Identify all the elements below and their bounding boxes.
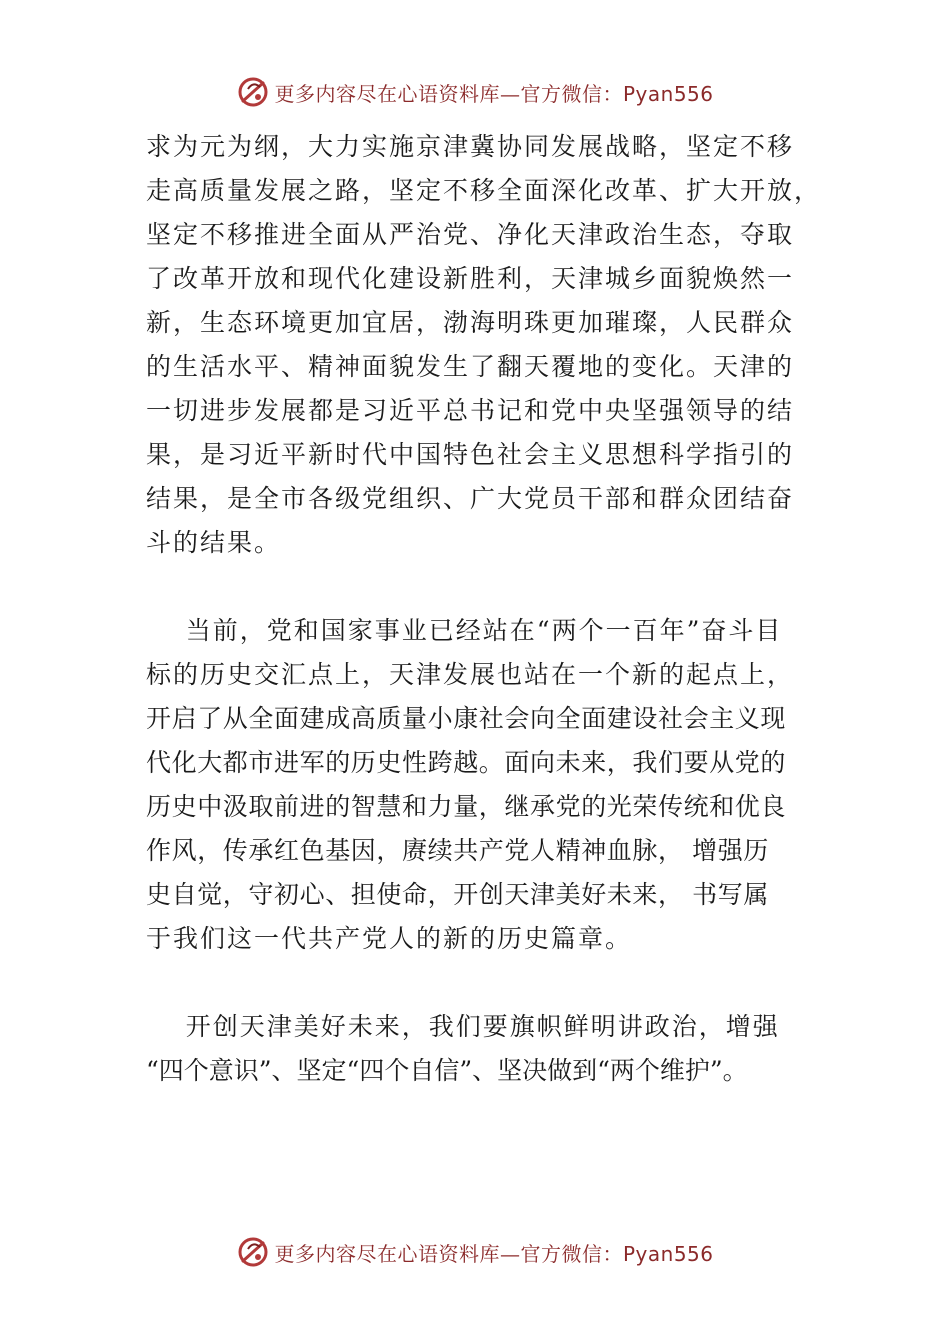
text-line: 一切进步发展都是习近平总书记和党中央坚强领导的结 [146, 396, 795, 425]
header-banner [0, 72, 950, 112]
footer-banner [0, 1232, 950, 1272]
header-banner-label: 更多内容尽在心语资料库—官方微信： [274, 81, 623, 106]
text-line: 结果，是全市各级党组织、广大党员干部和群众团结奋 [146, 484, 795, 513]
text-line: 作风，传承红色基因，赓续共产党人精神血脉， 增强历 [146, 836, 769, 865]
footer-banner-label: 更多内容尽在心语资料库—官方微信： [274, 1241, 623, 1266]
text-line: 求为元为纲，大力实施京津冀协同发展战略，坚定不移 [146, 132, 795, 161]
footer-banner-text [274, 1238, 713, 1267]
text-line: 标的历史交汇点上，天津发展也站在一个新的起点上， [146, 660, 795, 689]
paragraph-3 [146, 1005, 826, 1093]
text-line: 斗的结果。 [146, 528, 282, 557]
text-line: 史自觉，守初心、担使命，开创天津美好未来， 书写属 [146, 880, 769, 909]
text-line: 的生活水平、精神面貌发生了翻天覆地的变化。天津的 [146, 352, 795, 381]
document-body [146, 125, 826, 1093]
text-line: “四个意识”、坚定“四个自信”、坚决做到“两个维护”。 [146, 1056, 748, 1085]
text-line: 历史中汲取前进的智慧和力量，继承党的光荣传统和优良 [146, 792, 787, 821]
header-banner-text [274, 78, 713, 107]
text-line: 开创天津美好未来，我们要旗帜鲜明讲政治，增强 [146, 1012, 780, 1041]
seal-logo-icon [236, 1235, 270, 1269]
text-line: 于我们这一代共产党人的新的历史篇章。 [146, 924, 633, 953]
paragraph-2 [146, 609, 826, 961]
text-line: 代化大都市进军的历史性跨越。面向未来，我们要从党的 [146, 748, 787, 777]
header-banner-wechat-id: Pyan556 [622, 81, 714, 106]
text-line: 当前，党和国家事业已经站在“两个一百年”奋斗目 [146, 616, 783, 645]
text-line: 走高质量发展之路，坚定不移全面深化改革、扩大开放， [146, 176, 822, 205]
text-line: 坚定不移推进全面从严治党、净化天津政治生态，夺取 [146, 220, 795, 249]
text-line: 开启了从全面建成高质量小康社会向全面建设社会主义现 [146, 704, 787, 733]
text-line: 果，是习近平新时代中国特色社会主义思想科学指引的 [146, 440, 795, 469]
footer-banner-wechat-id: Pyan556 [622, 1241, 714, 1266]
text-line: 新，生态环境更加宜居，渤海明珠更加璀璨，人民群众 [146, 308, 795, 337]
paragraph-1 [146, 125, 826, 565]
seal-logo-icon [236, 75, 270, 109]
text-line: 了改革开放和现代化建设新胜利，天津城乡面貌焕然一 [146, 264, 795, 293]
